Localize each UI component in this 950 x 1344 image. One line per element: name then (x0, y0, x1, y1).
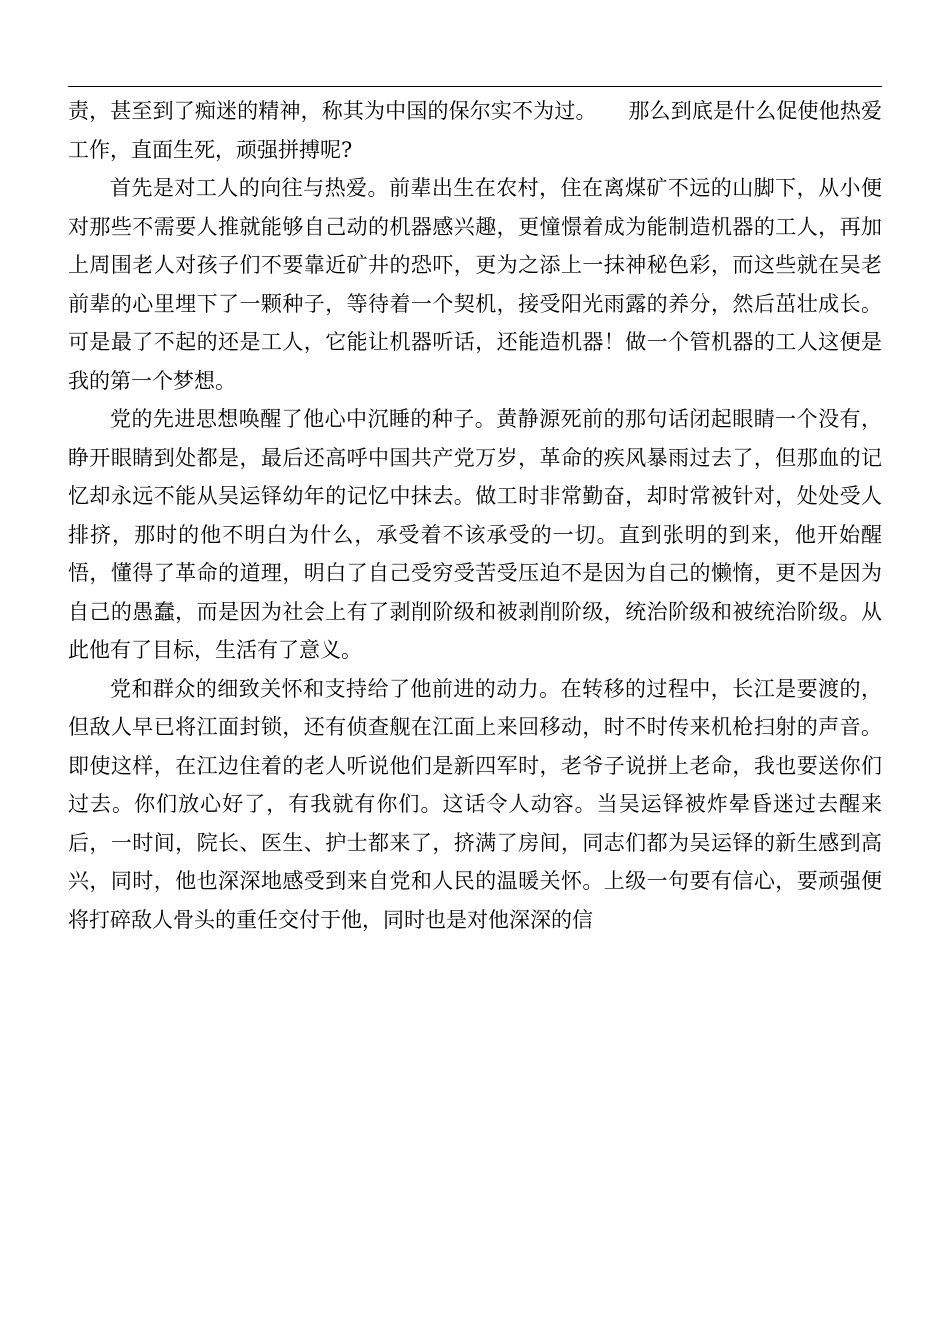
paragraph-worker-dream: 首先是对工人的向往与热爱。前辈出生在农村，住在离煤矿不远的山脚下，从小便对那些不需要人推就能够自己动的机器感兴趣，更憧憬着成为能制造机器的工人，再加上周围老人对孩子们不要靠近矿井的恐吓，更为之添上一抹神秘色彩，而这些就在吴老前辈的心里埋下了一颗种子，等待着一个契机，接受阳光雨露的养分，然后茁壮成长。可是最了不起的还是工人，它能让机器听话，还能造机器！做一个管机器的工人这便是我的第一个梦想。 (68, 176, 882, 393)
header-rule (68, 86, 882, 87)
paragraph-party-support: 党和群众的细致关怀和支持给了他前进的动力。在转移的过程中，长江是要渡的，但敌人早已将江面封锁，还有侦查舰在江面上来回移动，时不时传来机枪扫射的声音。即使这样，在江边住着的老人听说他们是新四军时，老爷子说拼上老命，我也要送你们过去。你们放心好了，有我就有你们。这话令人动容。当吴运铎被炸晕昏迷过去醒来后，一时间，院长、医生、护士都来了，挤满了房间，同志们都为吴运铎的新生感到高兴，同时，他也深深地感受到来自党和人民的温暖关怀。上级一句要有信心，要顽强便将打碎敌人骨头的重任交付于他，同时也是对他深深的信 (68, 676, 882, 932)
body-text (68, 92, 882, 939)
paragraph-continued: 责，甚至到了痴迷的精神，称其为中国的保尔实不为过。 那么到底是什么促使他热爱工作，直面生死，顽强拼搏呢? (68, 99, 882, 162)
paragraph-party-awakening: 党的先进思想唤醒了他心中沉睡的种子。黄静源死前的那句话闭起眼睛一个没有，睁开眼睛到处都是，最后还高呼中国共产党万岁，革命的疾风暴雨过去了，但那血的记忆却永远不能从吴运铎幼年的记忆中抹去。做工时非常勤奋，却时常被针对，处处受人排挤，那时的他不明白为什么，承受着不该承受的一切。直到张明的到来，他开始醒悟，懂得了革命的道理，明白了自己受穷受苦受压迫不是因为自己的懒惰，更不是因为自己的愚蠢，而是因为社会上有了剥削阶级和被剥削阶级，统治阶级和被统治阶级。从此他有了目标，生活有了意义。 (68, 407, 882, 662)
